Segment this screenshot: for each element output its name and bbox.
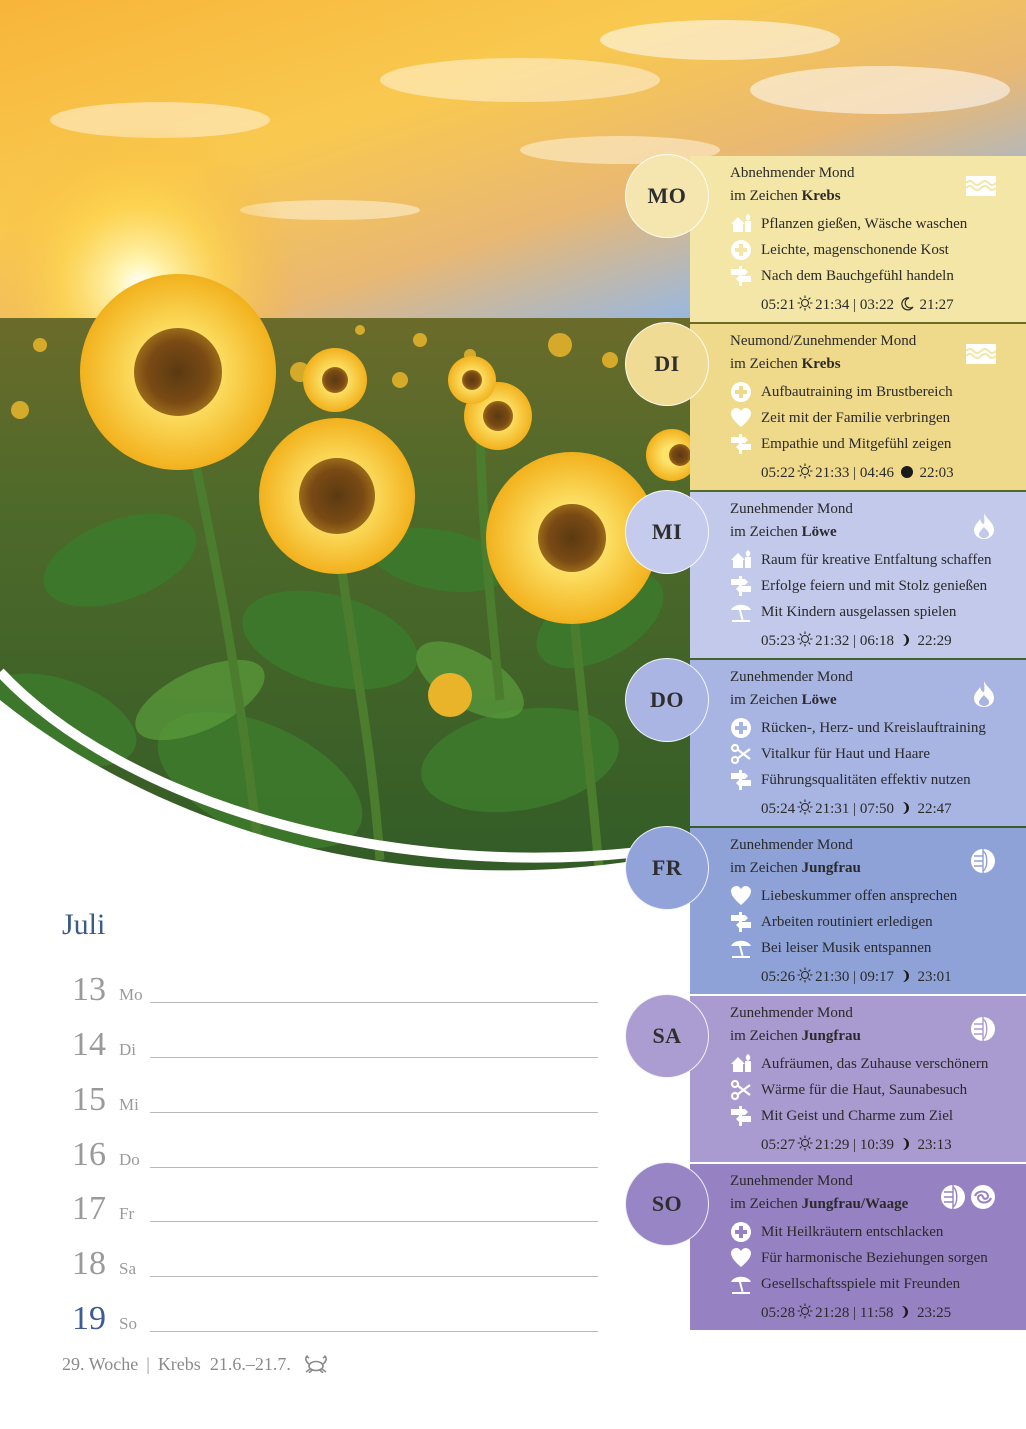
weekday-badge: MI bbox=[625, 490, 709, 574]
house-plant-icon bbox=[730, 1053, 752, 1075]
writing-line bbox=[150, 1112, 598, 1113]
zodiac-line bbox=[730, 692, 837, 709]
tip-text: Leichte, magenschonende Kost bbox=[761, 242, 949, 258]
signpost-icon bbox=[730, 433, 752, 455]
planner-day-row[interactable] bbox=[72, 1184, 598, 1227]
cross-icon bbox=[730, 239, 752, 261]
tip-text: Aufräumen, das Zuhause verschönern bbox=[761, 1056, 989, 1072]
sun-moon-times bbox=[761, 463, 954, 484]
sunset-moonrise-time: 21:31 | 07:50 bbox=[815, 801, 895, 817]
weekday-badge: SA bbox=[625, 994, 709, 1078]
sunrise-time: 05:27 bbox=[761, 1137, 796, 1153]
week-label: 29. Woche bbox=[62, 1354, 139, 1374]
planner-day-row[interactable] bbox=[72, 1294, 598, 1337]
waxing-moon-icon bbox=[899, 1305, 911, 1324]
day-panel-sa bbox=[690, 996, 1026, 1162]
zodiac-prefix: im Zeichen bbox=[730, 1196, 802, 1212]
moon-phase: Zunehmender Mond bbox=[730, 501, 853, 517]
sunset-moonrise-time: 21:28 | 11:58 bbox=[815, 1305, 894, 1321]
sun-icon bbox=[797, 1135, 813, 1156]
day-number: 13 bbox=[72, 971, 106, 1008]
moonset-time: 22:47 bbox=[917, 801, 952, 817]
sunrise-time: 05:24 bbox=[761, 801, 796, 817]
scissors-icon bbox=[730, 743, 752, 765]
sunrise-time: 05:21 bbox=[761, 297, 796, 313]
moonset-time: 22:29 bbox=[917, 633, 952, 649]
writing-line bbox=[150, 1002, 598, 1003]
sun-moon-times bbox=[761, 799, 952, 820]
water-element-icon bbox=[966, 176, 996, 201]
tip-text: Vitalkur für Haut und Haare bbox=[761, 746, 931, 762]
sun-icon bbox=[797, 463, 813, 484]
parasol-icon bbox=[730, 1273, 752, 1295]
moon-phase: Zunehmender Mond bbox=[730, 837, 853, 853]
moon-phase: Zunehmender Mond bbox=[730, 1005, 853, 1021]
day-number: 18 bbox=[72, 1245, 106, 1282]
house-plant-icon bbox=[730, 213, 752, 235]
day-panel-so bbox=[690, 1164, 1026, 1330]
tip-text: Aufbautraining im Brustbereich bbox=[761, 384, 953, 400]
waning-moon-icon bbox=[900, 297, 914, 316]
day-number: 14 bbox=[72, 1026, 106, 1063]
new-moon-icon bbox=[900, 465, 914, 484]
sun-icon bbox=[797, 631, 813, 652]
weekday-abbr: Mo bbox=[119, 985, 143, 1004]
weekday-abbr: Fr bbox=[119, 1204, 135, 1223]
zodiac-line bbox=[730, 860, 861, 877]
writing-line bbox=[150, 1221, 598, 1222]
writing-line bbox=[150, 1167, 598, 1168]
tip-text: Gesellschaftsspiele mit Freunden bbox=[761, 1276, 961, 1292]
day-panel-fr bbox=[690, 828, 1026, 994]
weekday-badge: MO bbox=[625, 154, 709, 238]
moonset-time: 23:13 bbox=[917, 1137, 952, 1153]
cross-icon bbox=[730, 717, 752, 739]
parasol-icon bbox=[730, 937, 752, 959]
day-number: 19 bbox=[72, 1300, 106, 1337]
weekday-badge: DI bbox=[625, 322, 709, 406]
sunset-moonrise-time: 21:29 | 10:39 bbox=[815, 1137, 895, 1153]
planner-day-row[interactable] bbox=[72, 1020, 598, 1063]
writing-line bbox=[150, 1057, 598, 1058]
month-label: Juli bbox=[62, 908, 106, 941]
sunset-moonrise-time: 21:33 | 04:46 bbox=[815, 465, 895, 481]
tip-text: Liebeskummer offen ansprechen bbox=[761, 888, 958, 904]
sun-icon bbox=[797, 967, 813, 988]
air-element-icon bbox=[970, 1197, 996, 1214]
waxing-moon-icon bbox=[900, 801, 912, 820]
day-panel-mo bbox=[690, 156, 1026, 322]
sun-moon-times bbox=[761, 967, 952, 988]
signpost-icon bbox=[730, 911, 752, 933]
cross-icon bbox=[730, 1221, 752, 1243]
sunrise-time: 05:22 bbox=[761, 465, 796, 481]
sunset-moonrise-time: 21:30 | 09:17 bbox=[815, 969, 895, 985]
sunset-moonrise-time: 21:32 | 06:18 bbox=[815, 633, 895, 649]
writing-line bbox=[150, 1276, 598, 1277]
earth-element-icon bbox=[940, 1197, 966, 1214]
earth-air-element-icons bbox=[940, 1184, 996, 1215]
zodiac-prefix: im Zeichen bbox=[730, 1028, 802, 1044]
moon-phase: Zunehmender Mond bbox=[730, 1173, 853, 1189]
sun-moon-times bbox=[761, 631, 952, 652]
cross-icon bbox=[730, 381, 752, 403]
planner-day-row[interactable] bbox=[72, 1075, 598, 1118]
crab-icon bbox=[301, 1355, 331, 1378]
zodiac-sign-label: Krebs bbox=[157, 1354, 201, 1374]
zodiac-line bbox=[730, 356, 841, 373]
moonset-time: 22:03 bbox=[919, 465, 954, 481]
sun-moon-times bbox=[761, 1135, 952, 1156]
zodiac-prefix: im Zeichen bbox=[730, 524, 802, 540]
zodiac-sign: Löwe bbox=[801, 524, 837, 540]
waxing-moon-icon bbox=[900, 1137, 912, 1156]
zodiac-sign: Löwe bbox=[801, 692, 837, 708]
writing-line bbox=[150, 1331, 598, 1332]
tip-text: Wärme für die Haut, Saunabesuch bbox=[761, 1082, 968, 1098]
weekday-abbr: Do bbox=[119, 1150, 140, 1169]
sun-moon-times bbox=[761, 1303, 951, 1324]
planner-day-row[interactable] bbox=[72, 1130, 598, 1173]
tip-text: Mit Kindern ausgelassen spielen bbox=[761, 604, 957, 620]
sun-icon bbox=[797, 799, 813, 820]
zodiac-sign: Jungfrau bbox=[801, 860, 861, 876]
zodiac-line bbox=[730, 1196, 908, 1213]
tip-text: Raum für kreative Entfaltung schaffen bbox=[761, 552, 992, 568]
zodiac-prefix: im Zeichen bbox=[730, 692, 802, 708]
tip-text: Rücken-, Herz- und Kreislauftraining bbox=[761, 720, 986, 736]
water-element-icon bbox=[966, 344, 996, 369]
tip-text: Zeit mit der Familie verbringen bbox=[761, 410, 951, 426]
weekday-abbr: So bbox=[119, 1314, 137, 1333]
tip-text: Mit Geist und Charme zum Ziel bbox=[761, 1108, 954, 1124]
sun-icon bbox=[797, 295, 813, 316]
fire-element-icon bbox=[972, 512, 996, 545]
weekday-abbr: Sa bbox=[119, 1259, 136, 1278]
parasol-icon bbox=[730, 601, 752, 623]
weekday-abbr: Di bbox=[119, 1040, 136, 1059]
footer: 29. Woche | Krebs 21.6.–21.7. bbox=[62, 1354, 331, 1378]
tip-text: Pflanzen gießen, Wäsche waschen bbox=[761, 216, 968, 232]
signpost-icon bbox=[730, 1105, 752, 1127]
zodiac-sign: Krebs bbox=[801, 188, 841, 204]
sunrise-time: 05:28 bbox=[761, 1305, 796, 1321]
heart-icon bbox=[730, 1247, 752, 1269]
moonset-time: 23:25 bbox=[916, 1305, 952, 1321]
tip-text: Empathie und Mitgefühl zeigen bbox=[761, 436, 952, 452]
signpost-icon bbox=[730, 265, 752, 287]
tip-text: Erfolge feiern und mit Stolz genießen bbox=[761, 578, 988, 594]
zodiac-prefix: im Zeichen bbox=[730, 356, 802, 372]
zodiac-line bbox=[730, 1028, 861, 1045]
waxing-moon-icon bbox=[900, 969, 912, 988]
zodiac-sign: Krebs bbox=[801, 356, 841, 372]
signpost-icon bbox=[730, 769, 752, 791]
sunflower-1 bbox=[80, 274, 276, 470]
day-panel-do bbox=[690, 660, 1026, 826]
tip-text: Mit Heilkräutern entschlacken bbox=[761, 1224, 944, 1240]
weekday-badge: SO bbox=[625, 1162, 709, 1246]
day-number: 17 bbox=[72, 1190, 106, 1227]
zodiac-dates: 21.6.–21.7. bbox=[209, 1354, 291, 1374]
zodiac-sign: Jungfrau bbox=[801, 1028, 861, 1044]
tip-text: Führungsqualitäten effektiv nutzen bbox=[761, 772, 971, 788]
planner-day-row[interactable] bbox=[72, 1239, 598, 1282]
zodiac-prefix: im Zeichen bbox=[730, 860, 802, 876]
tip-text: Nach dem Bauchgefühl handeln bbox=[761, 268, 954, 284]
moonset-time: 23:01 bbox=[917, 969, 952, 985]
moonset-time: 21:27 bbox=[919, 297, 954, 313]
weekday-abbr: Mi bbox=[119, 1095, 139, 1114]
sunrise-time: 05:26 bbox=[761, 969, 796, 985]
zodiac-sign: Jungfrau/Waage bbox=[801, 1196, 909, 1212]
planner-day-row[interactable] bbox=[72, 965, 598, 1008]
day-panel-di bbox=[690, 324, 1026, 490]
moon-phase: Zunehmender Mond bbox=[730, 669, 853, 685]
sunrise-time: 05:23 bbox=[761, 633, 796, 649]
sun-icon bbox=[797, 1303, 813, 1324]
day-number: 16 bbox=[72, 1136, 106, 1173]
weekday-badge: FR bbox=[625, 826, 709, 910]
earth-element-icon bbox=[970, 848, 996, 879]
tip-text: Für harmonische Beziehungen sorgen bbox=[761, 1250, 988, 1266]
sunset-moonrise-time: 21:34 | 03:22 bbox=[815, 297, 895, 313]
house-plant-icon bbox=[730, 549, 752, 571]
day-number: 15 bbox=[72, 1081, 106, 1118]
zodiac-line bbox=[730, 524, 837, 541]
day-panel-mi bbox=[690, 492, 1026, 658]
moon-phase: Neumond/Zunehmender Mond bbox=[730, 333, 917, 349]
zodiac-line bbox=[730, 188, 841, 205]
heart-icon bbox=[730, 885, 752, 907]
weekday-badge: DO bbox=[625, 658, 709, 742]
fire-element-icon bbox=[972, 680, 996, 713]
tip-text: Bei leiser Musik entspannen bbox=[761, 940, 932, 956]
waxing-moon-icon bbox=[900, 633, 912, 652]
sun-moon-times bbox=[761, 295, 954, 316]
earth-element-icon bbox=[970, 1016, 996, 1047]
tip-text: Arbeiten routiniert erledigen bbox=[761, 914, 933, 930]
zodiac-prefix: im Zeichen bbox=[730, 188, 802, 204]
signpost-icon bbox=[730, 575, 752, 597]
scissors-icon bbox=[730, 1079, 752, 1101]
heart-icon bbox=[730, 407, 752, 429]
moon-phase: Abnehmender Mond bbox=[730, 165, 855, 181]
